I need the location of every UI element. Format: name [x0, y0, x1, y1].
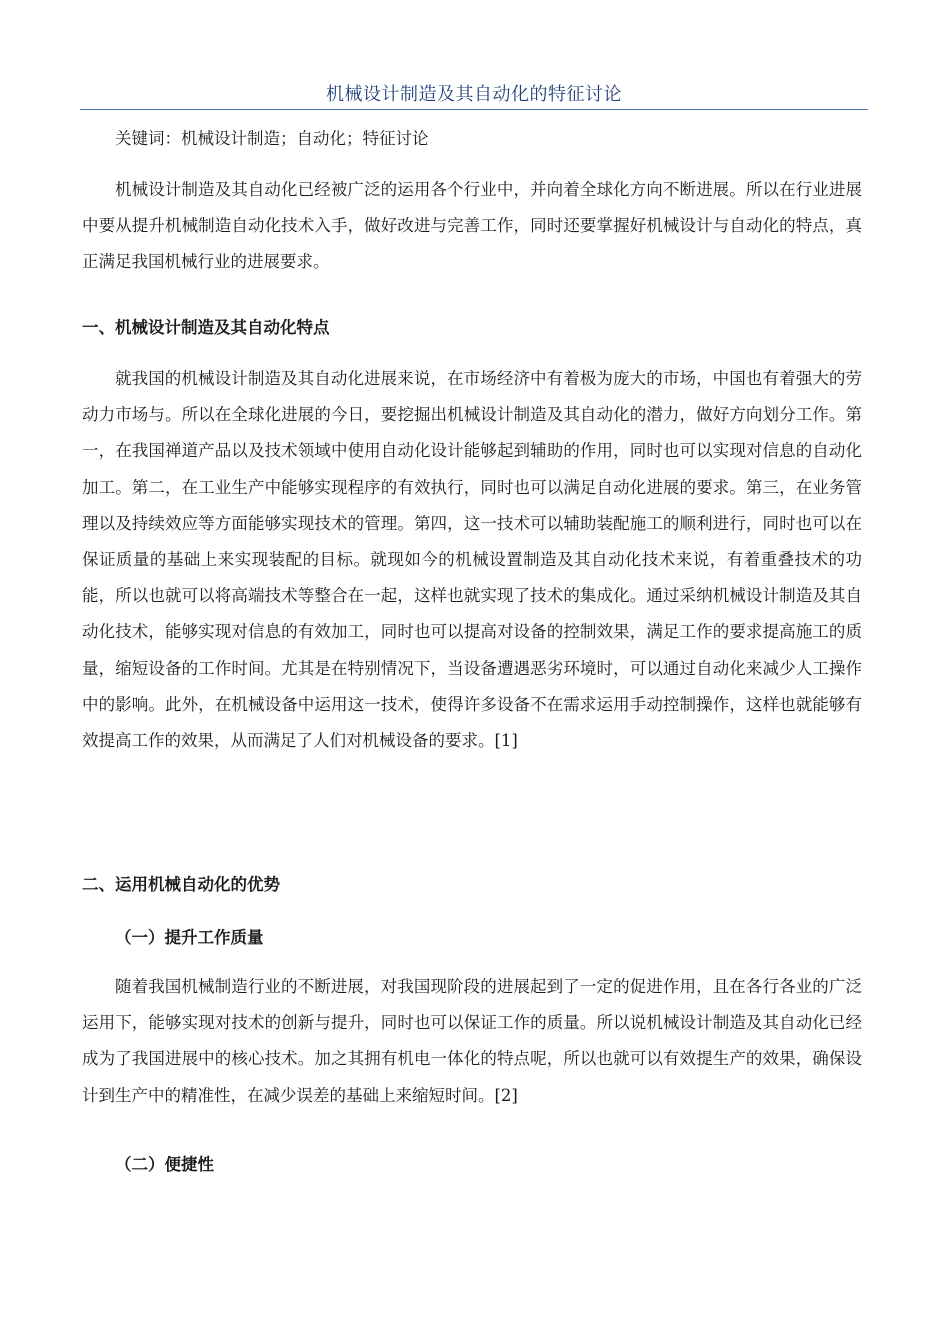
header-divider — [80, 109, 868, 110]
running-title: 机械设计制造及其自动化的特征讨论 — [326, 84, 622, 105]
section-1-heading: 一、机械设计制造及其自动化特点 — [82, 318, 330, 337]
subsection-2-heading: （二）便捷性 — [115, 1155, 214, 1174]
section-1-paragraph: 就我国的机械设计制造及其自动化进展来说，在市场经济中有着极为庞大的市场，中国也有着强大的劳动力市场与。所以在全球化进展的今日，要挖掘出机械设计制造及其自动化的潜力，做好方向划分工作。第一，在我国禅道产品以及技术领域中使用自动化设计能够起到辅助的作用，同时也可以实现对信息的自动化加工。第二，在工业生产中能够实现程序的有效执行，同时也可以满足自动化进展的要求。第三，在业务管理以及持续效应等方面能够实现技术的管理。第四，这一技术可以辅助装配施工的顺利进行，同时也可以在保证质量的基础上来实现装配的目标。就现如今的机械设置制造及其自动化技术来说，有着重叠技术的功能，所以也就可以将高端技术等整合在一起，这样也就实现了技术的集成化。通过采纳机械设计制造及其自动化技术，能够实现对信息的有效加工，同时也可以提高对设备的控制效果，满足工作的要求提高施工的质量，缩短设备的工作时间。尤其是在特别情况下，当设备遭遇恶劣环境时，可以通过自动化来减少人工操作中的影响。此外，在机械设备中运用这一技术，使得许多设备不在需求运用手动控制操作，这样也就能够有效提高工作的效果，从而满足了人们对机械设备的要求。[1] — [82, 369, 862, 751]
intro-paragraph: 机械设计制造及其自动化已经被广泛的运用各个行业中，并向着全球化方向不断进展。所以在行业进展中要从提升机械制造自动化技术入手，做好改进与完善工作，同时还要掌握好机械设计与自动化的特点，真正满足我国机械行业的进展要求。 — [82, 180, 862, 272]
subsection-1-paragraph: 随着我国机械制造行业的不断进展，对我国现阶段的进展起到了一定的促进作用，且在各行各业的广泛运用下，能够实现对技术的创新与提升，同时也可以保证工作的质量。所以说机械设计制造及其自动化已经成为了我国进展中的核心技术。加之其拥有机电一体化的特点呢，所以也就可以有效提生产的效果，确保设计到生产中的精准性，在减少误差的基础上来缩短时间。[2] — [82, 977, 862, 1105]
keywords-line: 关键词：机械设计制造；自动化；特征讨论 — [115, 129, 429, 148]
section-2-heading: 二、运用机械自动化的优势 — [82, 875, 280, 894]
subsection-1-heading: （一）提升工作质量 — [115, 928, 264, 947]
page-header — [80, 82, 868, 108]
